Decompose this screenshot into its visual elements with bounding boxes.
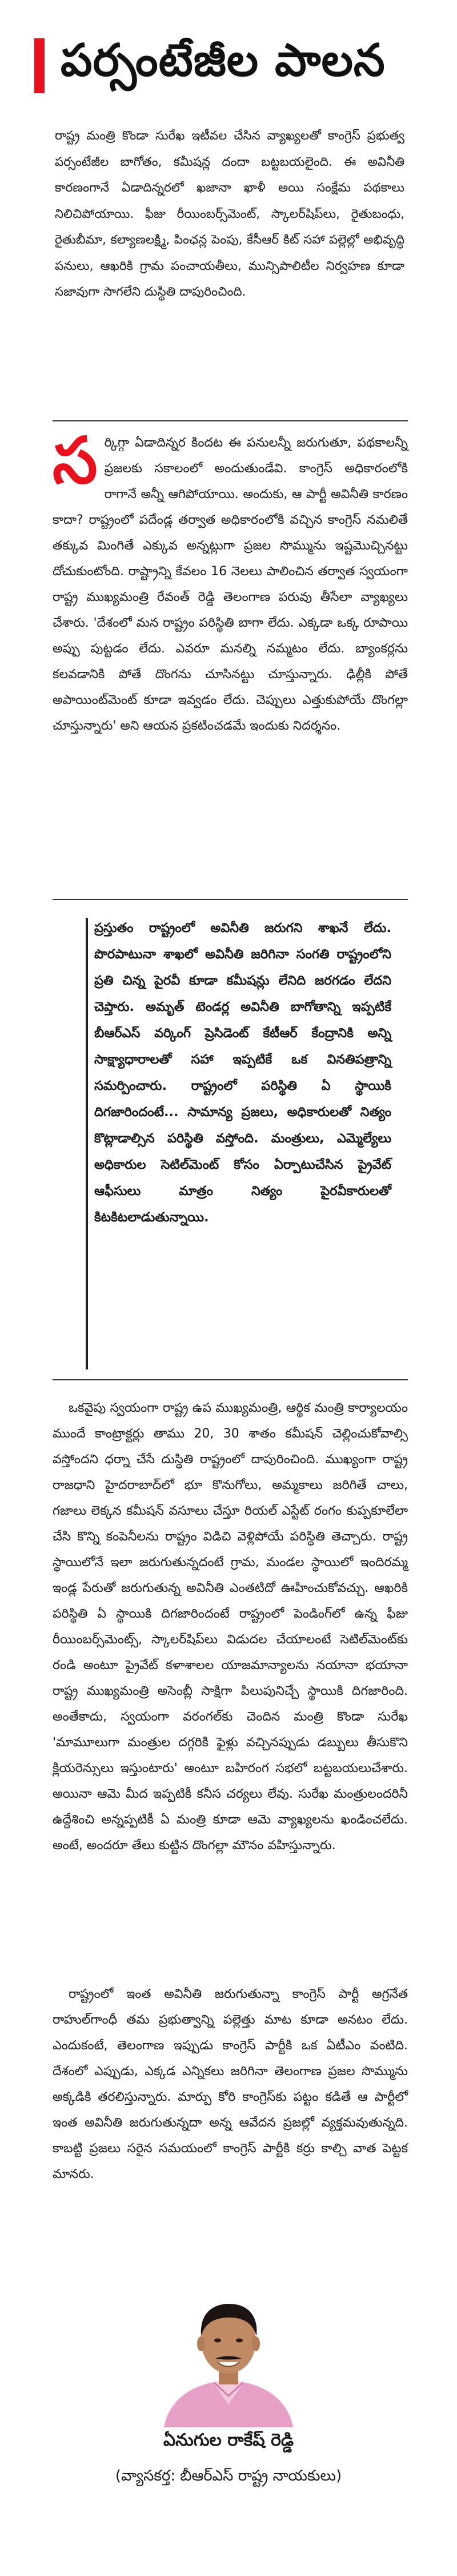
drop-cap: స xyxy=(53,424,98,498)
pullquote xyxy=(94,915,391,1231)
pullquote-text: ప్రస్తుతం రాష్ట్రంలో అవినీతి జరుగని శాఖనే లేదు. పొరపాటునా శాఖలో అవినీతి జరిగినా సంగతి రాష్ట్రంలోని ప్రతి చిన్న పైరవీ కూడా కమీషన్లు లేనిది జరగడం లేదని చెప్తారు. అమృత్ టెండర్ల అవినీతి బాగోతాన్ని ఇప్పటికే బీఆర్‌ఎస్ వర్కింగ్ ప్రెసిడెంట్ కేటీఆర్ కేంద్రానికి అన్ని సాక్ష్యాధారాలతో సహా ఇప్పటికే ఒక వినతిపత్రాన్ని సమర్పించారు. రాష్ట్రంలో పరిస్థితి ఏ స్థాయికి దిగజారిందంటే... సామాన్య ప్రజలు, అధికారులతో నిత్యం కొట్లాడాల్సిన పరిస్థితి వస్తోంది. మంత్రులు, ఎమ్మెల్యేలు అధికారుల సెటిల్‌మెంట్ కోసం ఏర్పాటుచేసిన ప్రైవేట్ ఆఫీసులు మాత్రం నిత్యం పైరవీకారులతో కిటకిటలాడుతున్నాయి. xyxy=(94,921,391,1225)
body-paragraph-3 xyxy=(53,1981,408,2187)
pullquote-rule xyxy=(86,918,88,1369)
pullquote-top-divider xyxy=(53,899,408,900)
intro-text: రాష్ట్ర మంత్రి కొండా సురేఖ ఇటీవల చేసిన వ్యాఖ్యలతో కాంగ్రెస్ ప్రభుత్వ పర్సంటేజీల బాగోతం, కమీషన్ల దందా బట్టబయలైంది. ఈ అవినీతి కారణంగానే ఏడాదిన్నరలో ఖజానా ఖాళీ అయి సంక్షేమ పథకాలు నిలిచిపోయాయి. ఫీజు రీయింబర్స్‌మెంట్, స్కాలర్‌షిప్‌లు, రైతుబంధు, రైతుబీమా, కల్యాణలక్ష్మి, పింఛన్ల పెంపు, కేసీఆర్ కిట్ సహా పల్లెల్లో అభివృద్ధి పనులు, ఆఖరికి గ్రామ పంచాయతీలు, మున్సిపాలిటీల నిర్వహణ కూడా సజావుగా సాగలేని దుస్థితి దాపురించింది. xyxy=(55,129,404,299)
pullquote-bottom-divider xyxy=(53,1379,408,1380)
paragraph-1-text: ర్కిగ్గా ఏడాదిన్నర కిందట ఈ పనులన్నీ జరుగుతూ, పథకాలన్నీ ప్రజలకు సకాలంలో అందుతుండేవి. కాంగ్రెస్ అధికారంలోకి రాగానే అన్నీ ఆగిపోయాయి. అందుకు, ఆ పార్టీ అవినీతి కారణం కాదా? రాష్ట్రంలో పదేండ్ల తర్వాత అధికారంలోకి వచ్చిన కాంగ్రెస్ నమలితే తక్కువ మింగితే ఎక్కువ అన్నట్లుగా ప్రజల సొమ్మును ఇష్టమొచ్చినట్టు దోచుకుంటోంది. రాష్ట్రాన్ని కేవలం 16 నెలలు పాలించిన తర్వాత స్వయంగా రాష్ట్ర ముఖ్యమంత్రి రేవంత్ రెడ్డి తెలంగాణ పరువు తీసేలా వ్యాఖ్యలు చేశారు. 'దేశంలో మన రాష్ట్రం పరిస్థితి బాగా లేదు. ఎక్కడా ఒక్క రూపాయి అప్పు పుట్టడం లేదు. ఎవరూ మనల్ని నమ్మటం లేదు. బ్యాంకర్లను కలవడానికి పోతే దొంగను చూసినట్టు చూస్తున్నారు. ఢిల్లీకి పోతే అపాయింట్‌మెంట్ కూడా ఇవ్వడం లేదు. చెప్పులు ఎత్తుకుపోయే దొంగల్లా చూస్తున్నారు' అని ఆయన ప్రకటించడమే ఇందుకు నిదర్శనం. xyxy=(53,436,408,733)
paragraph-3-text: రాష్ట్రంలో ఇంత అవినీతి జరుగుతున్నా కాంగ్రెస్ పార్టీ అగ్రనేత రాహుల్‌గాంధీ తమ ప్రభుత్వాన్ని పల్లెత్తు మాట కూడా అనటం లేదు. ఎందుకంటే, తెలంగాణ ఇప్పుడు కాంగ్రెస్ పార్టీకి ఒక ఏటీఎం వంటిది. దేశంలో ఎప్పుడు, ఎక్కడ ఎన్నికలు జరిగినా తెలంగాణ ప్రజల సొమ్మును అక్కడికి తరలిస్తున్నారు. మార్పు కోరి కాంగ్రెస్‌కు పట్టం కడితే ఆ పార్టీలో ఇంత అవినీతి జరుగుతున్నదా అన్న ఆవేదన ప్రజల్లో వ్యక్తమవుతున్నది. కాబట్టి ప్రజలు సరైన సమయంలో కాంగ్రెస్ పార్టీకి కర్రు కాల్చి వాత పెట్టక మానరు. xyxy=(53,1987,408,2181)
intro-divider xyxy=(53,420,408,421)
body-paragraph-1 xyxy=(53,424,408,739)
title-row xyxy=(34,34,386,97)
author-portrait xyxy=(158,2296,299,2427)
article-title: పర్సంటేజీల పాలన xyxy=(61,34,386,86)
author-role: (వ్యాసకర్త: బీఆర్‌ఎస్ రాష్ట్ర నాయకులు) xyxy=(115,2467,342,2485)
author-photo xyxy=(158,2296,299,2427)
title-accent-bar xyxy=(34,38,45,93)
author-name: ఏనుగుల రాకేష్ రెడ్డి xyxy=(163,2430,294,2450)
article-intro xyxy=(55,123,404,305)
body-paragraph-2 xyxy=(53,1395,408,1858)
paragraph-2-text: ఒకవైపు స్వయంగా రాష్ట్ర ఉప ముఖ్యమంత్రి, ఆర్థిక మంత్రి కార్యాలయం ముందే కాంట్రాక్టర్లు తాము 20, 30 శాతం కమీషన్ చెల్లించుకోవాల్సి వస్తోందని ధర్నా చేసే దుస్థితి రాష్ట్రంలో దాపురించింది. ముఖ్యంగా రాష్ట్ర రాజధాని హైదరాబాద్‌లో భూ కొనుగోలు, అమ్మకాలు జరిగితే చాలు, గజాలు లెక్కన కమీషన్ వసూలు చేస్తూ రియల్ ఎస్టేట్ రంగం కుప్పకూలేలా చేసి కొన్ని కంపెనీలను రాష్ట్రం విడిచి వెళ్లిపోయే పరిస్థితి తెచ్చారు. రాష్ట్ర స్థాయిలోనే ఇలా జరుగుతున్నదంటే గ్రామ, మండల స్థాయిలో ఇందిరమ్మ ఇండ్ల పేరుతో జరుగుతున్న అవినీతి ఎంతటిదో ఊహించుకోవచ్చు. ఆఖరికి పరిస్థితి ఏ స్థాయికి దిగజారిందంటే రాష్ట్రంలో పెండింగ్‌లో ఉన్న ఫీజు రీయింబర్స్‌మెంట్స్, స్కాలర్‌షిప్‌లు విడుదల చేయాలంటే సెటిల్‌మెంట్‌కు రండి అంటూ ప్రైవేట్ కళాశాలల యాజమాన్యాలను నయానా భయానా రాష్ట్ర ముఖ్యమంత్రి అసెంబ్లీ సాక్షిగా పిలుపునిచ్చే స్థాయికి దిగజారింది. అంతేకాదు, స్వయంగా వరంగల్‌కు చెందిన మంత్రి కొండా సురేఖ 'మామూలుగా మంత్రుల దగ్గరికి ఫైళ్లు వచ్చినప్పుడు డబ్బులు తీసుకొని క్లియరెన్సులు ఇస్తుంటారు' అంటూ బహిరంగ సభలో బట్టబయలుచేశారు. అయినా ఆమె మీద ఇప్పటికీ కనీస చర్యలు లేవు. సురేఖ మంత్రులందరినీ ఉద్దేశించి అన్నప్పటికీ ఏ మంత్రి కూడా ఆమె వ్యాఖ్యలను ఖండించలేదు. అంటే, అందరూ తేలు కుట్టిన దొంగల్లా మౌనం వహిస్తున్నారు. xyxy=(53,1401,408,1853)
